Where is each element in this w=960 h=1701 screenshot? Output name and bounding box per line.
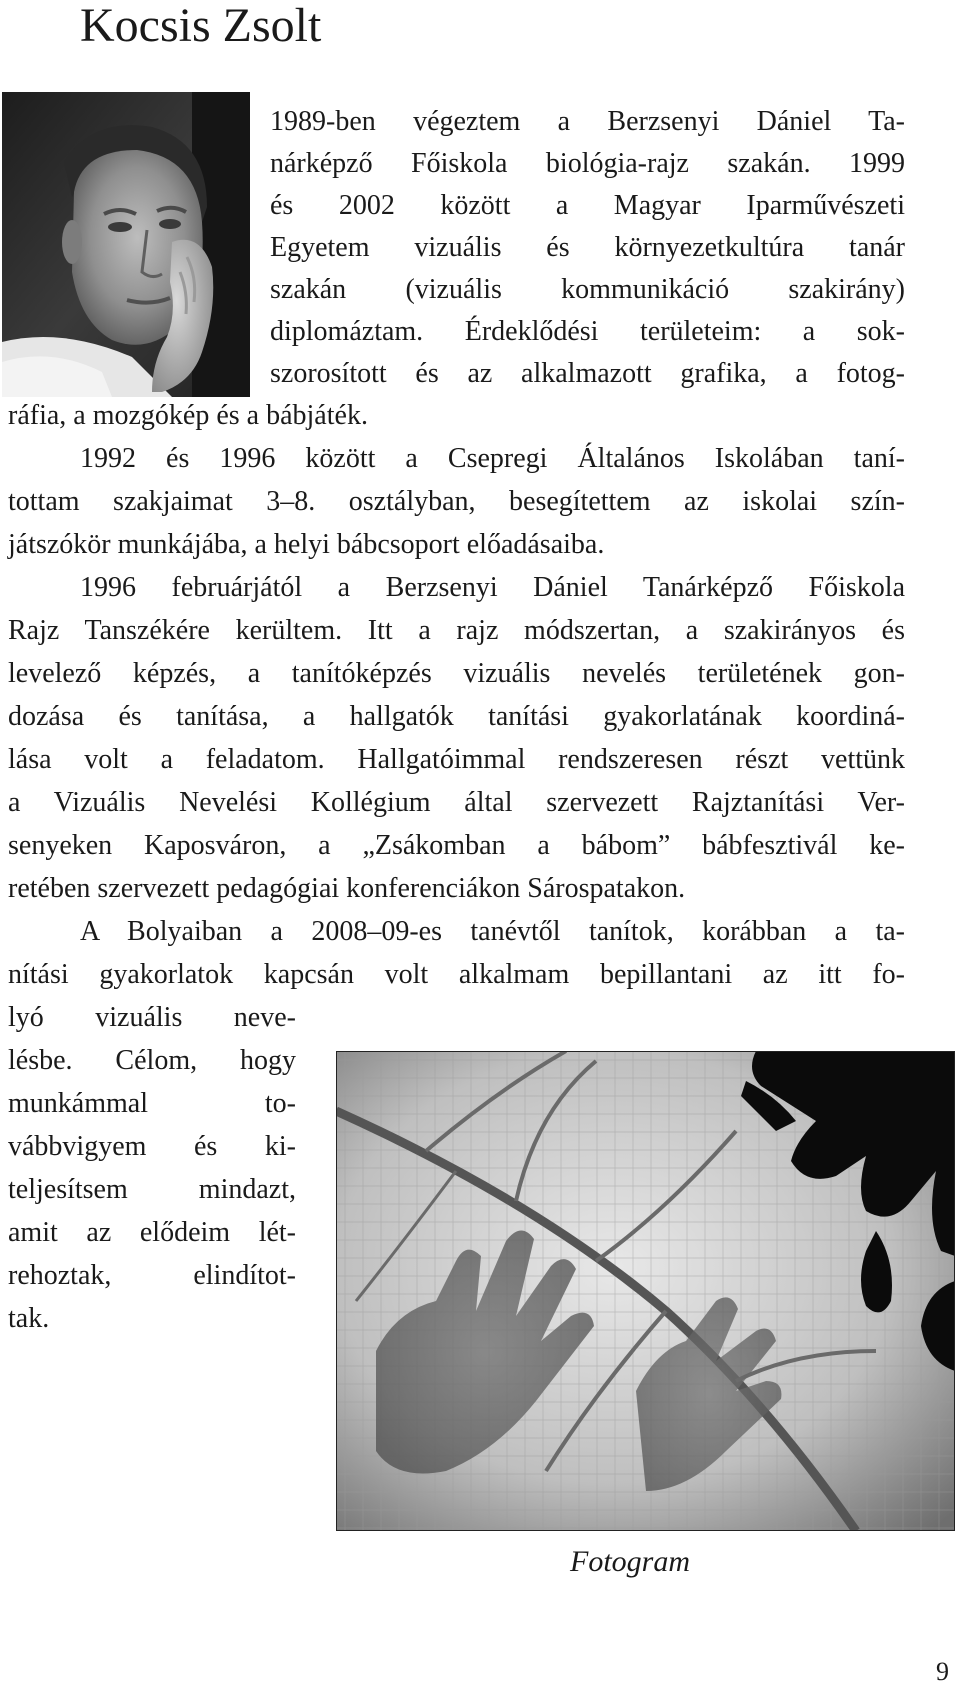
body-text-line: tak.	[8, 1303, 50, 1334]
body-text-line: 1992 és 1996 között a Csepregi Általános Iskolában taní-	[80, 443, 905, 474]
body-text-line: 1989-ben végeztem a Berzsenyi Dániel Ta-	[270, 106, 905, 137]
body-text-line: Rajz Tanszékére kerültem. Itt a rajz módszertan, a szakirányos és	[8, 615, 905, 646]
body-text-line: Egyetem vizuális és környezetkultúra tanár	[270, 232, 905, 263]
body-text-line: teljesítsem mindazt,	[8, 1174, 296, 1205]
body-text-line: tottam szakjaimat 3–8. osztályban, besegítettem az iskolai szín-	[8, 486, 905, 517]
fotogram-photo	[336, 1051, 955, 1531]
body-text-line: levelező képzés, a tanítóképzés vizuális nevelés területének gon-	[8, 658, 905, 689]
body-text-line: dozása és tanítása, a hallgatók tanítási gyakorlatának koordiná-	[8, 701, 905, 732]
body-text-line: játszókör munkájába, a helyi bábcsoport előadásaiba.	[8, 529, 605, 560]
photo-caption: Fotogram	[570, 1545, 690, 1578]
body-text-line: munkámmal to-	[8, 1088, 296, 1119]
body-text-line: lása volt a feladatom. Hallgatóimmal rendszeresen részt vettünk	[8, 744, 905, 775]
body-text-line: szakán (vizuális kommunikáció szakirány)	[270, 274, 905, 305]
body-text-line: senyeken Kaposváron, a „Zsákomban a bábom” bábfesztivál ke-	[8, 830, 905, 861]
body-text-line: ráfia, a mozgókép és a bábjáték.	[8, 400, 368, 431]
body-text-line: retében szervezett pedagógiai konferenciákon Sárospatakon.	[8, 873, 686, 904]
portrait-photo	[2, 92, 250, 397]
body-text-line: és 2002 között a Magyar Iparművészeti	[270, 190, 905, 221]
body-text-line: lésbe. Célom, hogy	[8, 1045, 296, 1076]
body-text-line: amit az elődeim lét-	[8, 1217, 296, 1248]
body-text-line: rehoztak, elindítot-	[8, 1260, 296, 1291]
page-number: 9	[936, 1657, 949, 1686]
page-title: Kocsis Zsolt	[80, 0, 322, 52]
body-text-line: szorosított és az alkalmazott grafika, a fotog-	[270, 358, 905, 389]
body-text-line: nárképző Főiskola biológia-rajz szakán. 1999	[270, 148, 905, 179]
body-text-line: A Bolyaiban a 2008–09-es tanévtől tanítok, korábban a ta-	[80, 916, 905, 947]
body-text-line: 1996 februárjától a Berzsenyi Dániel Tanárképző Főiskola	[80, 572, 905, 603]
body-text-line: lyó vizuális neve-	[8, 1002, 296, 1033]
body-text-line: nítási gyakorlatok kapcsán volt alkalmam bepillantani az itt fo-	[8, 959, 905, 990]
body-text-line: a Vizuális Nevelési Kollégium által szervezett Rajztanítási Ver-	[8, 787, 905, 818]
body-text-line: vábbvigyem és ki-	[8, 1131, 296, 1162]
body-text-line: diplomáztam. Érdeklődési területeim: a sok-	[270, 316, 905, 347]
